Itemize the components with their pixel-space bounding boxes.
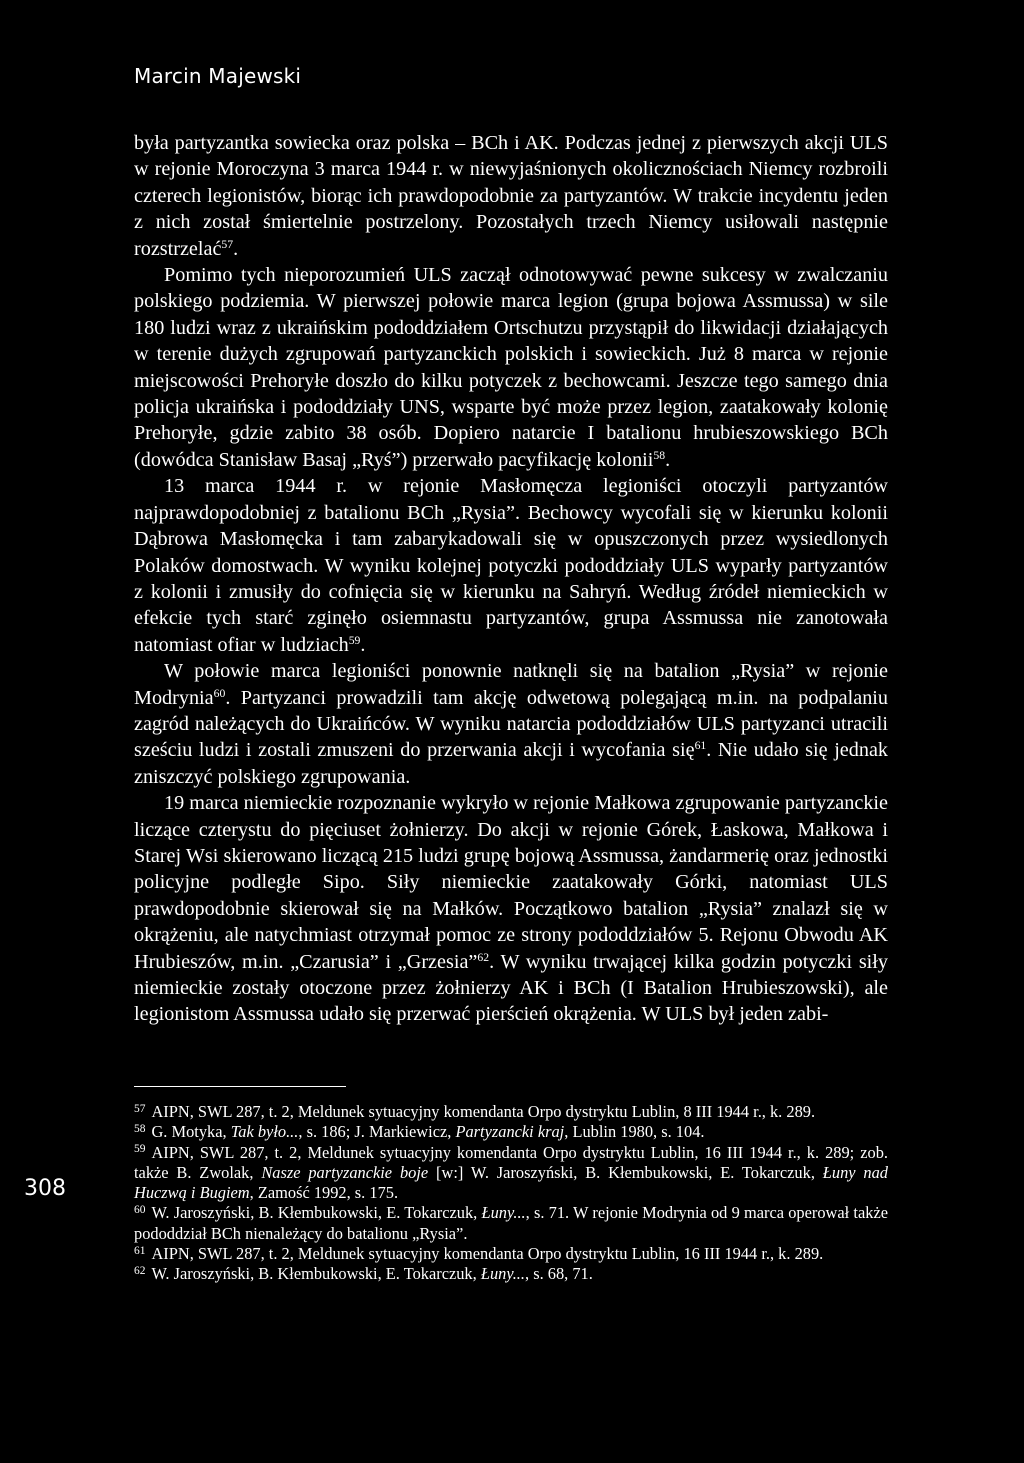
text-run: była partyzantka sowiecka oraz polska – BCh i AK. Podczas jednej z pierwszych akcji ULS w rejonie Moroczyna 3 marca 1944 r. w niewyjaśnionych okolicznościach Niemcy rozbroili czterech legionistów, biorąc ich prawdopodobnie za partyzantów. W trakcie incydentu jeden z nich został śmiertelnie postrzelony. Pozostałych trzech Niemcy usiłowali następnie rozstrzelać xyxy=(134,132,888,260)
text-run: 13 marca 1944 r. w rejonie Masłomęcza legioniści otoczyli partyzantów najprawdopodobniej z batalionu BCh „Rysia”. Bechowcy wycofali się w kierunku kolonii Dąbrowa Masłomęcka i tam zabarykadowali się w opuszczonych przez wysiedlonych Polaków domostwach. W wyniku kolejnej potyczki pododdziały ULS wyparły partyzantów z kolonii i zmusiły do cofnięcia się w kierunku na Sahryń. Według źródeł niemieckich w efekcie tych starć zginęło osiemnastu partyzantów, grupa Assmussa nie zanotowała natomiast ofiar w ludziach xyxy=(134,475,888,656)
footnote xyxy=(134,1122,888,1142)
italic-title: Tak było... xyxy=(230,1122,299,1142)
footnote xyxy=(134,1143,888,1204)
italic-title: Łuny nad Huczwą i Bugiem xyxy=(134,1162,889,1203)
text-run: . xyxy=(233,237,239,260)
text-run: , Lublin 1980, s. 104. xyxy=(564,1122,705,1142)
italic-title: Łuny... xyxy=(480,1264,525,1284)
text-run: AIPN, SWL 287, t. 2, Meldunek sytuacyjny komendanta Orpo dystryktu Lublin, 8 III 1944 r., k. 289. xyxy=(151,1102,816,1121)
footnote xyxy=(134,1203,888,1244)
footnote-number: 57 xyxy=(134,1102,146,1115)
italic-title: Partyzancki kraj xyxy=(455,1122,565,1142)
running-header: Marcin Majewski xyxy=(134,64,302,88)
footnote-number: 60 xyxy=(134,1204,146,1217)
text-run: . Nie udało się jednak zniszczyć polskiego zgrupowania. xyxy=(134,739,889,788)
text-run: AIPN, SWL 287, t. 2, Meldunek sytuacyjny komendanta Orpo dystryktu Lublin, 16 III 1944 r., k. 289; zob. także B. Zwolak, xyxy=(134,1142,888,1182)
text-run: , s. 71. W rejonie Modrynia od 9 marca operował także pododdział BCh nienależący do batalionu „Rysia”. xyxy=(134,1203,888,1243)
footnote xyxy=(134,1244,888,1264)
text-run: 19 marca niemieckie rozpoznanie wykryło w rejonie Małkowa zgrupowanie partyzanckie liczące czterystu do pięciuset żołnierzy. Do akcji w rejonie Górek, Łaskowa, Małkowa i Starej Wsi skierowano liczącą 215 ludzi grupę bojową Assmussa, żandarmerię oraz jednostki policyjne podległe Sipo. Siły niemieckie zaatakowały Górki, natomiast ULS prawdopodobnie skierował się na Małków. Początkowo batalion „Rysia” znalazł się w okrążeniu, ale natychmiast otrzymał pomoc ze strony pododdziałów 5. Rejonu Obwodu AK Hrubieszów, m.in. „Czarusia” i „Grzesia” xyxy=(134,792,888,973)
footnote-number: 62 xyxy=(134,1265,146,1278)
body-paragraph xyxy=(134,130,888,262)
footnotes xyxy=(134,1102,888,1285)
text-run: . Partyzanci prowadzili tam akcję odwetową polegającą m.in. na podpalaniu zagród należących do Ukraińców. W wyniku natarcia pododdziałów ULS partyzanci utracili sześciu ludzi i zostali zmuszeni do przerwania akcji i wycofania się xyxy=(134,686,888,762)
footnote-reference: 58 xyxy=(653,448,666,462)
main-text xyxy=(134,130,888,1028)
text-run: W połowie marca legioniści ponownie natknęli się na batalion „Rysia” w rejonie Modrynia xyxy=(134,660,888,709)
text-run: . xyxy=(665,448,671,471)
body-paragraph xyxy=(134,790,888,1028)
footnote-reference: 62 xyxy=(477,950,490,964)
footnote-reference: 59 xyxy=(348,633,361,647)
footnote-number: 59 xyxy=(134,1143,146,1156)
text-run: , s. 186; J. Markiewicz, xyxy=(298,1122,456,1142)
footnote xyxy=(134,1102,888,1122)
text-run: , Zamość 1992, s. 175. xyxy=(249,1183,399,1203)
footnote xyxy=(134,1264,888,1284)
footnote-reference: 61 xyxy=(694,739,707,753)
text-run: , s. 68, 71. xyxy=(525,1264,593,1284)
footnote-reference: 57 xyxy=(221,237,234,251)
text-run: W. Jaroszyński, B. Kłembukowski, E. Tokarczuk, xyxy=(151,1264,481,1284)
footnote-number: 58 xyxy=(134,1123,146,1136)
body-paragraph xyxy=(134,262,888,473)
footnote-reference: 60 xyxy=(213,686,226,700)
text-run: G. Motyka, xyxy=(151,1122,231,1142)
text-run: AIPN, SWL 287, t. 2, Meldunek sytuacyjny komendanta Orpo dystryktu Lublin, 16 III 1944 r., k. 289. xyxy=(151,1244,824,1264)
text-run: [w:] W. Jaroszyński, B. Kłembukowski, E. Tokarczuk, xyxy=(428,1162,823,1182)
text-run: Pomimo tych nieporozumień ULS zaczął odnotowywać pewne sukcesy w zwalczaniu polskiego podziemia. W pierwszej połowie marca legion (grupa bojowa Assmussa) w sile 180 ludzi wraz z ukraińskim pododdziałem Ortschutzu przystąpił do likwidacji działających w terenie dużych zgrupowań partyzanckich polskich i sowieckich. Już 8 marca w rejonie miejscowości Prehoryłe doszło do kilku potyczek z bechowcami. Jeszcze tego samego dnia policja ukraińska i pododdziały UNS, wsparte być może przez legion, zaatakowały kolonię Prehoryłe, gdzie zabito 38 osób. Dopiero natarcie I batalionu hrubieszowskiego BCh (dowódca Stanisław Basaj „Ryś”) przerwało pacyfikację kolonii xyxy=(134,264,888,471)
body-paragraph xyxy=(134,658,888,790)
body-paragraph xyxy=(134,473,888,658)
footnote-number: 61 xyxy=(134,1244,146,1257)
text-run: . xyxy=(360,633,366,656)
text-run: W. Jaroszyński, B. Kłembukowski, E. Tokarczuk, xyxy=(151,1203,482,1223)
footnote-divider xyxy=(134,1086,346,1087)
italic-title: Nasze partyzanckie boje xyxy=(261,1162,429,1182)
text-run: . W wyniku trwającej kilka godzin potyczki siły niemieckie zostały otoczone przez żołnierzy AK i BCh (I Batalion Hrubieszowski), ale legionistom Assmussa udało się przerwać pierścień okrążenia. W ULS był jeden zabi- xyxy=(134,950,888,1026)
italic-title: Łuny... xyxy=(481,1203,526,1223)
page-number: 308 xyxy=(24,1176,66,1201)
